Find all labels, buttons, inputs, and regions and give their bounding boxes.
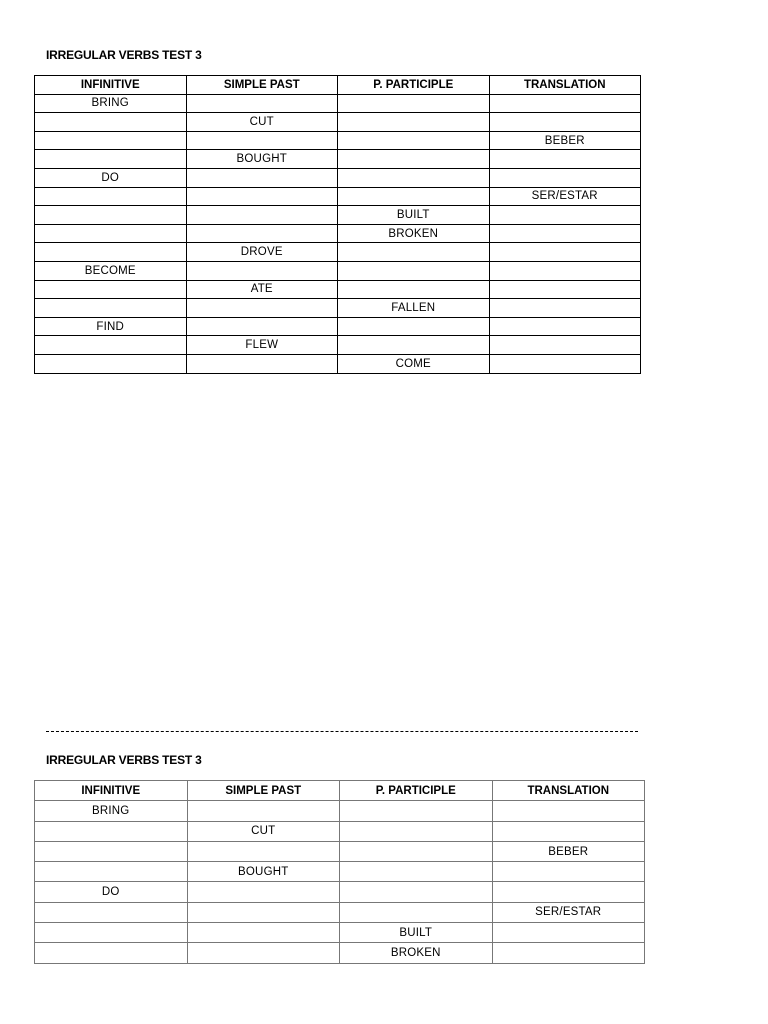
cell-translation bbox=[489, 354, 641, 373]
cell-simple-past: FLEW bbox=[186, 336, 338, 355]
cell-translation bbox=[489, 224, 641, 243]
cell-translation bbox=[489, 150, 641, 169]
table-row bbox=[35, 261, 641, 280]
cell-past-participle bbox=[338, 131, 490, 150]
cell-simple-past bbox=[186, 299, 338, 318]
header-infinitive: INFINITIVE bbox=[35, 781, 188, 801]
cell-simple-past bbox=[186, 131, 338, 150]
header-simple-past: SIMPLE PAST bbox=[187, 781, 340, 801]
table-header-row bbox=[35, 76, 641, 95]
cell-past-participle bbox=[340, 841, 493, 861]
cell-infinitive: BRING bbox=[35, 94, 187, 113]
cell-simple-past: BOUGHT bbox=[187, 862, 340, 882]
cell-infinitive bbox=[35, 224, 187, 243]
cell-translation bbox=[492, 801, 645, 821]
table-row bbox=[35, 224, 641, 243]
cell-past-participle: BROKEN bbox=[340, 943, 493, 963]
cell-simple-past: DROVE bbox=[186, 243, 338, 262]
table-row bbox=[35, 354, 641, 373]
table-row bbox=[35, 801, 645, 821]
header-translation: TRANSLATION bbox=[492, 781, 645, 801]
table-row bbox=[35, 243, 641, 262]
cell-simple-past bbox=[186, 168, 338, 187]
cell-past-participle bbox=[338, 150, 490, 169]
table-row bbox=[35, 168, 641, 187]
cell-infinitive bbox=[35, 902, 188, 922]
cell-simple-past bbox=[187, 801, 340, 821]
cell-simple-past bbox=[187, 923, 340, 943]
cell-past-participle: FALLEN bbox=[338, 299, 490, 318]
cell-translation bbox=[489, 243, 641, 262]
cell-translation bbox=[492, 821, 645, 841]
cell-infinitive bbox=[35, 336, 187, 355]
table-row bbox=[35, 280, 641, 299]
cell-past-participle bbox=[338, 187, 490, 206]
header-simple-past: SIMPLE PAST bbox=[186, 76, 338, 95]
table-row bbox=[35, 882, 645, 902]
header-past-participle: P. PARTICIPLE bbox=[338, 76, 490, 95]
cell-past-participle bbox=[340, 821, 493, 841]
cell-past-participle bbox=[338, 317, 490, 336]
cell-simple-past bbox=[186, 94, 338, 113]
table-row bbox=[35, 206, 641, 225]
cell-translation bbox=[489, 206, 641, 225]
cell-translation bbox=[489, 299, 641, 318]
cell-infinitive bbox=[35, 354, 187, 373]
table-header-row bbox=[35, 781, 645, 801]
table-row bbox=[35, 336, 641, 355]
cell-past-participle bbox=[338, 261, 490, 280]
cell-simple-past: BOUGHT bbox=[186, 150, 338, 169]
cell-translation: BEBER bbox=[489, 131, 641, 150]
cell-simple-past bbox=[186, 206, 338, 225]
cell-simple-past: CUT bbox=[186, 113, 338, 132]
cell-simple-past bbox=[186, 317, 338, 336]
table-row bbox=[35, 862, 645, 882]
cell-translation: SER/ESTAR bbox=[489, 187, 641, 206]
irregular-verbs-table bbox=[34, 780, 645, 964]
table-row bbox=[35, 187, 641, 206]
cell-simple-past bbox=[187, 943, 340, 963]
cell-simple-past bbox=[186, 224, 338, 243]
cell-infinitive: DO bbox=[35, 168, 187, 187]
cell-infinitive: BECOME bbox=[35, 261, 187, 280]
table-row bbox=[35, 113, 641, 132]
cell-translation bbox=[489, 336, 641, 355]
cell-infinitive bbox=[35, 187, 187, 206]
table-row bbox=[35, 923, 645, 943]
cell-past-participle bbox=[338, 94, 490, 113]
header-translation: TRANSLATION bbox=[489, 76, 641, 95]
cell-translation bbox=[492, 882, 645, 902]
table-row bbox=[35, 299, 641, 318]
cell-infinitive bbox=[35, 862, 188, 882]
table-row bbox=[35, 131, 641, 150]
cell-infinitive bbox=[35, 299, 187, 318]
cell-infinitive bbox=[35, 243, 187, 262]
header-infinitive: INFINITIVE bbox=[35, 76, 187, 95]
cell-past-participle bbox=[338, 280, 490, 299]
cell-translation: BEBER bbox=[492, 841, 645, 861]
cell-past-participle bbox=[340, 902, 493, 922]
cell-simple-past: CUT bbox=[187, 821, 340, 841]
cell-infinitive bbox=[35, 821, 188, 841]
cell-infinitive bbox=[35, 280, 187, 299]
cell-infinitive bbox=[35, 150, 187, 169]
cell-infinitive bbox=[35, 923, 188, 943]
cell-infinitive bbox=[35, 841, 188, 861]
cell-infinitive bbox=[35, 943, 188, 963]
cell-simple-past bbox=[186, 187, 338, 206]
cell-translation bbox=[492, 943, 645, 963]
table-row bbox=[35, 902, 645, 922]
cell-infinitive: BRING bbox=[35, 801, 188, 821]
cell-simple-past bbox=[187, 882, 340, 902]
cell-simple-past bbox=[186, 261, 338, 280]
cell-simple-past bbox=[187, 902, 340, 922]
cell-past-participle: BUILT bbox=[340, 923, 493, 943]
cell-infinitive: DO bbox=[35, 882, 188, 902]
cell-infinitive bbox=[35, 131, 187, 150]
cell-past-participle: COME bbox=[338, 354, 490, 373]
cell-simple-past: ATE bbox=[186, 280, 338, 299]
test-title: IRREGULAR VERBS TEST 3 bbox=[46, 48, 202, 62]
cell-infinitive bbox=[35, 206, 187, 225]
table-row bbox=[35, 94, 641, 113]
cell-past-participle bbox=[338, 168, 490, 187]
cell-past-participle bbox=[338, 243, 490, 262]
cell-past-participle bbox=[340, 801, 493, 821]
table-row bbox=[35, 943, 645, 963]
cell-infinitive bbox=[35, 113, 187, 132]
cell-past-participle bbox=[338, 113, 490, 132]
cell-simple-past bbox=[186, 354, 338, 373]
cell-past-participle bbox=[338, 336, 490, 355]
cell-past-participle: BUILT bbox=[338, 206, 490, 225]
cell-translation: SER/ESTAR bbox=[492, 902, 645, 922]
cut-line-divider bbox=[46, 731, 638, 732]
cell-translation bbox=[489, 261, 641, 280]
cell-past-participle bbox=[340, 862, 493, 882]
header-past-participle: P. PARTICIPLE bbox=[340, 781, 493, 801]
cell-translation bbox=[489, 168, 641, 187]
cell-infinitive: FIND bbox=[35, 317, 187, 336]
cell-translation bbox=[492, 923, 645, 943]
test-title: IRREGULAR VERBS TEST 3 bbox=[46, 753, 202, 767]
cell-simple-past bbox=[187, 841, 340, 861]
table-row bbox=[35, 150, 641, 169]
cell-translation bbox=[492, 862, 645, 882]
cell-translation bbox=[489, 94, 641, 113]
cell-past-participle: BROKEN bbox=[338, 224, 490, 243]
cell-translation bbox=[489, 280, 641, 299]
table-row bbox=[35, 317, 641, 336]
cell-translation bbox=[489, 317, 641, 336]
cell-translation bbox=[489, 113, 641, 132]
irregular-verbs-table bbox=[34, 75, 641, 374]
cell-past-participle bbox=[340, 882, 493, 902]
table-row bbox=[35, 841, 645, 861]
table-row bbox=[35, 821, 645, 841]
